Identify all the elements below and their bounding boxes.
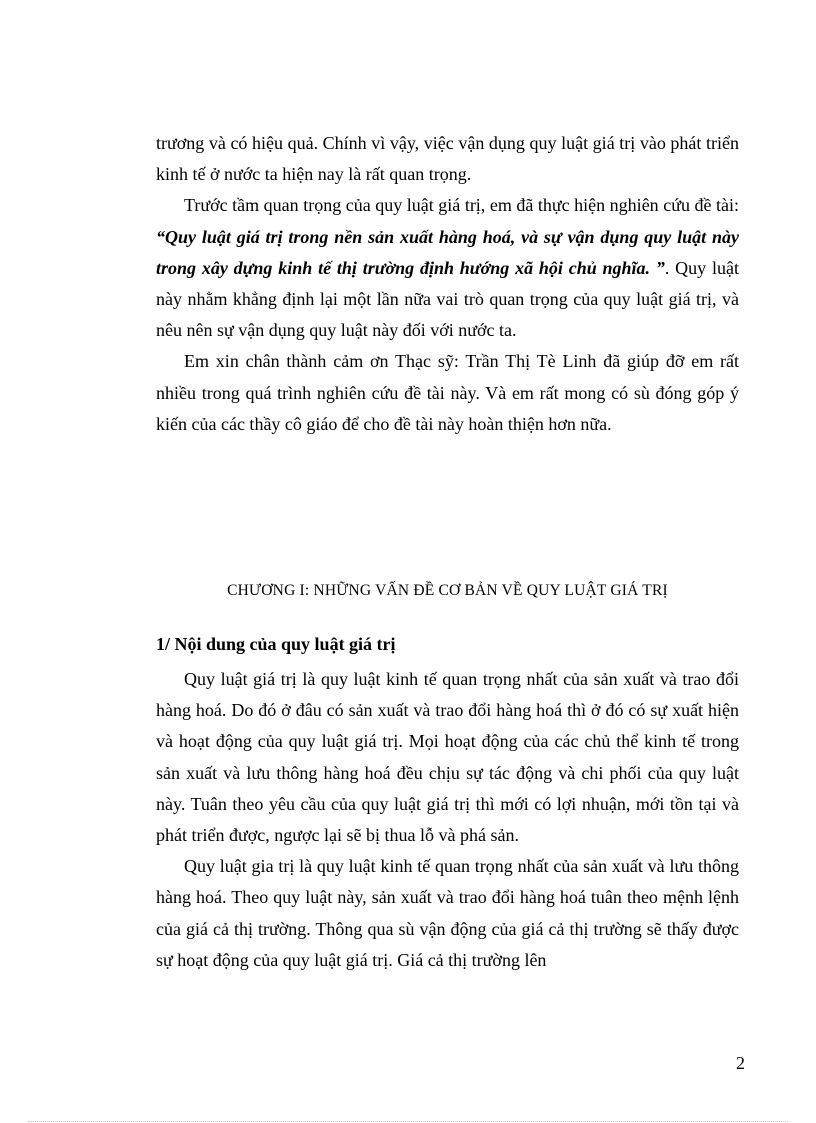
paragraph-law-definition: Quy luật giá trị là quy luật kinh tế quan trọng nhất của sản xuất và trao đổi hàng hoá. Do đó ở đâu có sản xuất và trao đổi hàng hoá thì ở đó có sự xuất hiện và hoạt động của quy luật giá trị. Mọi hoạt động của các chủ thể kinh tế trong sản xuất và lưu thông hàng hoá đều chịu sự tác động và chi phối của quy luật này. Tuân theo yêu cầu của quy luật giá trị thì mới có lợi nhuận, mới tồn tại và phát triển được, ngược lại sẽ bị thua lỗ và phá sản.	[156, 669, 739, 846]
paragraph-market-price: Quy luật gia trị là quy luật kinh tế quan trọng nhất của sản xuất và lưu thông hàng hoá. Theo quy luật này, sản xuất và trao đổi hàng hoá tuân theo mệnh lệnh của giá cả thị trường. Thông qua sù vận động của giá cả thị trường sẽ thấy được sự hoạt động của quy luật giá trị. Giá cả thị trường lên	[156, 856, 739, 970]
section-heading: 1/ Nội dung của quy luật giá trị	[156, 634, 396, 654]
topic-title: “Quy luật giá trị trong nền sản xuất hàng hoá, và sự vận dụng quy luật này trong xây dựng kinh tế thị trường định hướng xã hội chủ nghĩa. ”	[156, 226, 739, 278]
chapter-heading: CHƯƠNG I: NHỮNG VẤN ĐỀ CƠ BẢN VỀ QUY LUẬT GIÁ TRỊ	[227, 582, 668, 599]
page-number: 2	[736, 1053, 745, 1073]
paragraph-acknowledgement: Em xin chân thành cảm ơn Thạc sỹ: Trần Thị Tè Linh đã giúp đỡ em rất nhiều trong quá trình nghiên cứu đề tài này. Và em rất mong có sù đóng góp ý kiến của các thầy cô giáo để cho đề tài này hoàn thiện hơn nữa.	[156, 351, 739, 434]
paragraph-research-topic	[156, 190, 739, 346]
topic-intro-text: Trước tầm quan trọng của quy luật giá trị, em đã thực hiện nghiên cứu đề tài:	[184, 195, 739, 216]
intro-text-block	[156, 128, 739, 440]
page-bottom-divider	[28, 1121, 788, 1122]
paragraph-continuation: trương và có hiệu quả. Chính vì vậy, việc vận dụng quy luật giá trị vào phát triển kinh tế ở nước ta hiện nay là rất quan trọng.	[156, 133, 739, 185]
topic-purpose-text: . Quy luật này nhằm khẳng định lại một lần nữa vai trò quan trọng của quy luật giá trị, và nêu nên sự vận dụng quy luật này đối với nước ta.	[156, 257, 739, 341]
section-body	[156, 664, 739, 976]
